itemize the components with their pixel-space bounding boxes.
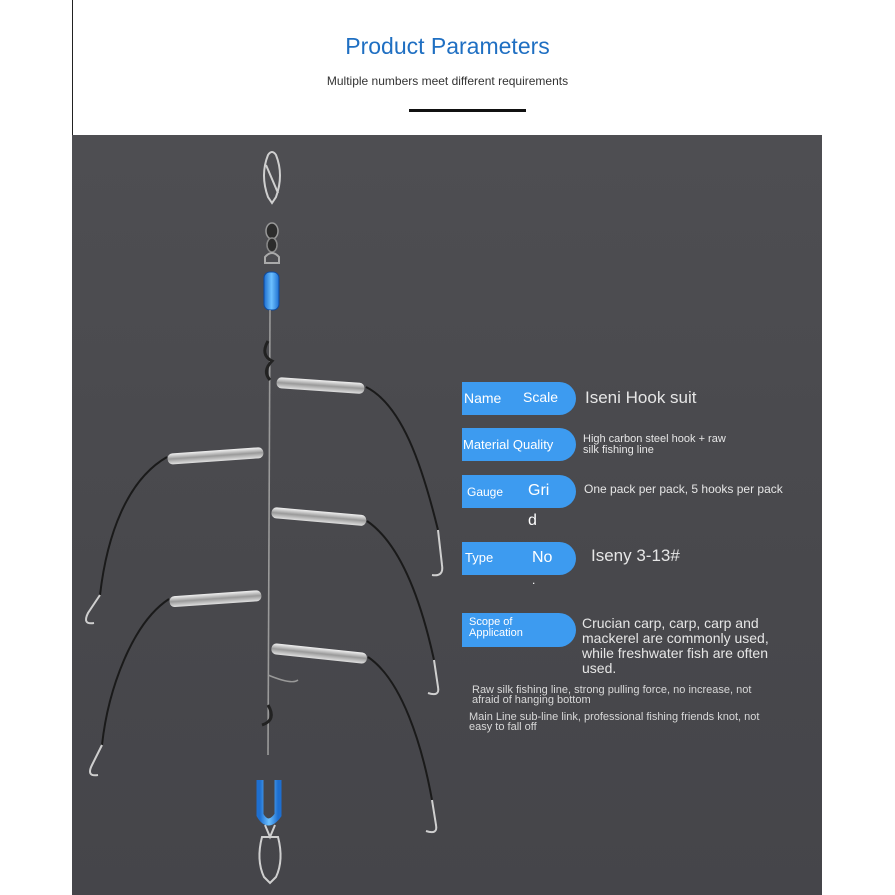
note-line-strength [472, 685, 802, 705]
material-quality-pill [462, 428, 576, 461]
type-no-pill [462, 542, 576, 575]
scope-value-line4: used. [582, 660, 617, 676]
hook-branch-3 [271, 507, 438, 694]
name-scale-pill [462, 382, 576, 415]
title-underline [409, 109, 526, 112]
page-subtitle: Multiple numbers meet different requirements [326, 74, 569, 88]
gauge-pill [462, 475, 576, 508]
note1-line1: Raw silk fishing line, strong pulling force, no increase, not [472, 684, 752, 696]
scope-label-line2: Application [469, 627, 523, 639]
top-blue-sleeve [264, 272, 279, 310]
hook-branch-1 [276, 377, 442, 575]
left-border-line [72, 0, 73, 135]
hook-branch-5 [271, 643, 436, 832]
bottom-snap-swivel [259, 825, 280, 883]
scope-label-line1: Scope of [469, 616, 513, 628]
gri-label: Gri [528, 482, 550, 499]
top-snap-swivel [264, 152, 280, 203]
scope-value-line2: mackerel are commonly used, [582, 630, 769, 646]
no-label: No [532, 549, 553, 566]
scale-label: Scale [523, 389, 559, 405]
type-stray-dot: . [532, 573, 536, 587]
gauge-stray-d: d [528, 512, 537, 529]
name-value: Iseni Hook suit [585, 388, 697, 407]
note-knot [469, 712, 799, 732]
scope-value-line1: Crucian carp, carp, carp and [582, 615, 759, 631]
name-label: Name [464, 390, 502, 406]
gauge-value: One pack per pack, 5 hooks per pack [584, 482, 783, 496]
type-value: Iseny 3-13# [591, 546, 680, 565]
note2-line1: Main Line sub-line link, professional fishing friends knot, not [469, 711, 760, 723]
scope-pill [462, 613, 576, 647]
material-quality-label: Material Quality [463, 437, 554, 452]
type-label: Type [465, 550, 494, 565]
material-value-line1: High carbon steel hook + raw [583, 433, 726, 445]
page-title: Product Parameters [345, 33, 550, 59]
fishing-rig-image [72, 135, 822, 895]
hook-branch-4 [90, 590, 262, 775]
note1-line2: afraid of hanging bottom [472, 694, 591, 706]
scope-value-line3: while freshwater fish are often [582, 645, 768, 661]
gauge-label: Gauge [467, 485, 504, 499]
bottom-blue-loop [260, 780, 278, 822]
note2-line2: easy to fall off [469, 721, 537, 733]
material-value-line2: silk fishing line [583, 444, 654, 456]
